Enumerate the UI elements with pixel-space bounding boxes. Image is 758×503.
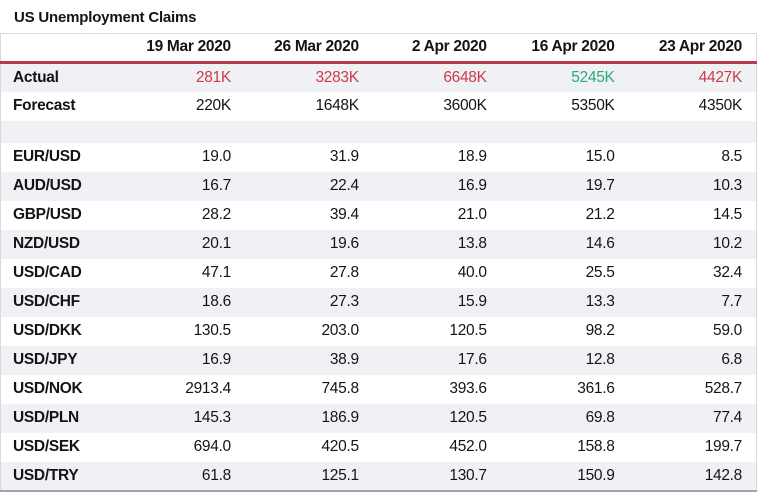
value-cell: 18.6 (201, 293, 231, 310)
value-cell: 39.4 (329, 206, 359, 223)
value-cell: 40.0 (457, 264, 487, 281)
value-cell: 130.7 (449, 466, 487, 484)
row-label: USD/DKK (13, 322, 82, 339)
value-cell: 1648K (315, 97, 359, 114)
table-row (1, 317, 757, 346)
value-cell: 31.9 (329, 148, 359, 165)
spacer-row (1, 121, 757, 143)
value-cell: 393.6 (449, 380, 487, 397)
value-cell: 281K (195, 68, 231, 86)
row-label: NZD/USD (13, 235, 80, 252)
table-body (1, 63, 757, 491)
table-row (1, 259, 757, 288)
table-row (1, 288, 757, 317)
row-label: USD/CAD (13, 264, 82, 281)
table-row (1, 462, 757, 491)
date-column-header: 23 Apr 2020 (629, 34, 757, 63)
value-cell: 38.9 (329, 351, 359, 368)
value-cell: 22.4 (329, 177, 359, 194)
row-label: USD/SEK (13, 438, 80, 455)
row-label: Actual (13, 68, 59, 86)
table-header-row (1, 34, 757, 63)
row-label: USD/JPY (13, 351, 78, 368)
table-row (1, 404, 757, 433)
value-cell: 12.8 (585, 351, 615, 368)
value-cell: 27.3 (329, 293, 359, 310)
value-cell: 21.0 (457, 206, 487, 223)
row-label: USD/PLN (13, 409, 79, 426)
value-cell: 2913.4 (185, 380, 231, 397)
value-cell: 120.5 (449, 409, 487, 426)
table-row (1, 201, 757, 230)
value-cell: 203.0 (321, 322, 359, 339)
value-cell: 145.3 (193, 409, 231, 426)
value-cell: 21.2 (585, 206, 615, 223)
value-cell: 16.9 (201, 351, 231, 368)
table-row (1, 172, 757, 201)
value-cell: 16.9 (457, 177, 487, 194)
value-cell: 19.0 (201, 148, 231, 165)
value-cell: 19.7 (585, 177, 615, 194)
value-cell: 15.0 (585, 148, 615, 165)
date-column-header: 26 Mar 2020 (245, 34, 373, 63)
value-cell: 13.3 (585, 293, 615, 310)
row-label: USD/NOK (13, 380, 83, 397)
value-cell: 16.7 (201, 177, 231, 194)
value-cell: 61.8 (201, 466, 231, 484)
value-cell: 4350K (698, 97, 742, 114)
value-cell: 125.1 (321, 466, 359, 484)
value-cell: 20.1 (201, 235, 231, 252)
value-cell: 77.4 (713, 409, 742, 426)
value-cell: 27.8 (329, 264, 359, 281)
value-cell: 15.9 (457, 293, 487, 310)
table-row (1, 346, 757, 375)
value-cell: 3283K (315, 68, 359, 86)
value-cell: 10.3 (713, 177, 742, 194)
value-cell: 5350K (571, 97, 615, 114)
value-cell: 130.5 (193, 322, 231, 339)
table-row (1, 92, 757, 121)
value-cell: 150.9 (577, 466, 615, 484)
table-row (1, 433, 757, 462)
value-cell: 98.2 (585, 322, 615, 339)
row-label: EUR/USD (13, 148, 81, 165)
value-cell: 69.8 (585, 409, 615, 426)
row-label: AUD/USD (13, 177, 82, 194)
value-cell: 158.8 (577, 438, 615, 455)
value-cell: 7.7 (721, 293, 742, 310)
row-label: USD/TRY (13, 466, 79, 484)
value-cell: 3600K (443, 97, 487, 114)
value-cell: 452.0 (449, 438, 487, 455)
table-row (1, 143, 757, 172)
page-title: US Unemployment Claims (14, 9, 197, 26)
date-column-header: 16 Apr 2020 (501, 34, 629, 63)
value-cell: 32.4 (713, 264, 742, 281)
row-label: GBP/USD (13, 206, 82, 223)
value-cell: 6648K (443, 68, 487, 86)
value-cell: 186.9 (321, 409, 359, 426)
value-cell: 361.6 (577, 380, 615, 397)
value-cell: 13.8 (457, 235, 487, 252)
value-cell: 17.6 (457, 351, 487, 368)
table-row (1, 375, 757, 404)
value-cell: 10.2 (713, 235, 742, 252)
table-row (1, 63, 757, 92)
value-cell: 199.7 (704, 438, 742, 455)
value-cell: 694.0 (193, 438, 231, 455)
claims-table (0, 33, 757, 492)
value-cell: 6.8 (721, 351, 742, 368)
table-row (1, 230, 757, 259)
value-cell: 14.5 (713, 206, 742, 223)
row-label-column-header (1, 34, 118, 63)
value-cell: 142.8 (704, 466, 742, 484)
value-cell: 528.7 (704, 380, 742, 397)
date-column-header: 19 Mar 2020 (117, 34, 245, 63)
value-cell: 59.0 (713, 322, 742, 339)
row-label: USD/CHF (13, 293, 80, 310)
row-label: Forecast (13, 97, 76, 114)
date-column-header: 2 Apr 2020 (373, 34, 501, 63)
value-cell: 47.1 (201, 264, 231, 281)
value-cell: 5245K (571, 68, 615, 86)
value-cell: 25.5 (585, 264, 615, 281)
value-cell: 14.6 (585, 235, 615, 252)
value-cell: 28.2 (201, 206, 231, 223)
value-cell: 18.9 (457, 148, 487, 165)
value-cell: 220K (195, 97, 231, 114)
value-cell: 745.8 (321, 380, 359, 397)
value-cell: 4427K (698, 68, 742, 86)
value-cell: 19.6 (329, 235, 359, 252)
value-cell: 120.5 (449, 322, 487, 339)
value-cell: 8.5 (721, 148, 742, 165)
value-cell: 420.5 (321, 438, 359, 455)
